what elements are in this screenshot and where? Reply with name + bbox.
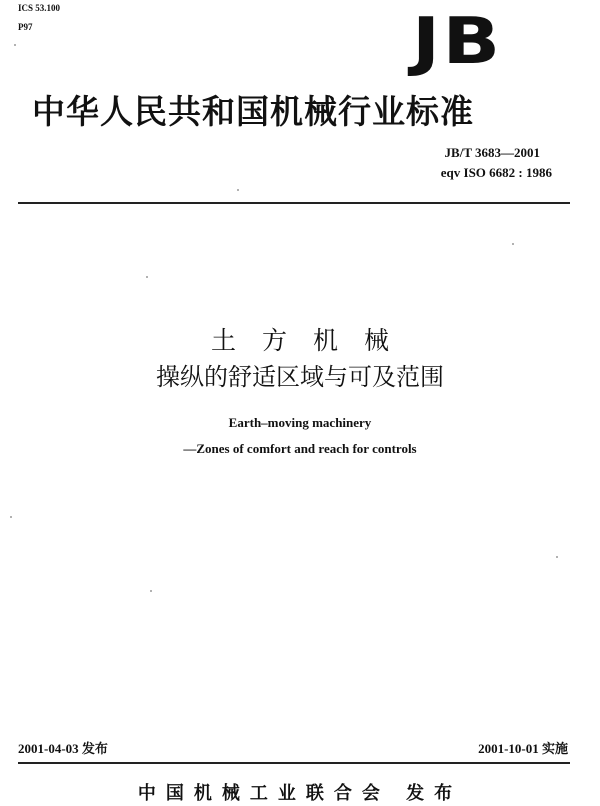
ccs-code: P97 xyxy=(18,22,33,32)
title-en-line2: —Zones of comfort and reach for controls xyxy=(183,441,417,456)
top-divider xyxy=(18,202,570,204)
jb-logo: JB xyxy=(412,5,503,79)
title-en-line1: Earth–moving machinery xyxy=(228,415,372,430)
bottom-divider xyxy=(18,762,570,764)
title-cn-line2: 操纵的舒适区域与可及范围 xyxy=(156,363,444,391)
scan-speck xyxy=(512,243,514,245)
scan-speck xyxy=(237,189,239,191)
standard-title: 中华人民共和国机械行业标准 xyxy=(32,92,474,131)
scan-speck xyxy=(14,44,16,46)
issue-date: 2001-04-03 发布 xyxy=(18,741,108,756)
equivalent-standard: eqv ISO 6682 : 1986 xyxy=(440,165,552,180)
scan-speck xyxy=(146,276,148,278)
scan-speck xyxy=(556,556,558,558)
scan-speck xyxy=(10,516,12,518)
title-cn-line1: 土方机械 xyxy=(210,326,415,355)
ics-code: ICS 53.100 xyxy=(18,3,61,13)
standard-number: JB/T 3683—2001 xyxy=(444,145,540,160)
scan-speck xyxy=(150,590,152,592)
publisher: 中国机械工业联合会 发布 xyxy=(137,783,463,804)
implementation-date: 2001-10-01 实施 xyxy=(478,741,568,756)
